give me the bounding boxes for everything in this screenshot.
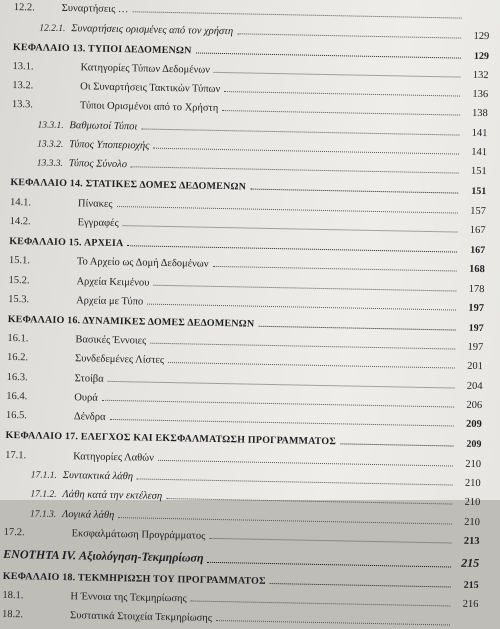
toc-entry-title: Κατηγορίες Λαθών [53,450,154,463]
toc-page-number: 151 [460,186,486,197]
toc-entry-title: Συναρτήσεις ορισμένες από τον χρήστη [71,23,233,37]
toc-entry-number: 16.2. [7,352,55,364]
toc-page-number: 132 [462,70,488,81]
toc-entry-title: Η Έννοια της Τεκμηρίωσης [50,591,186,605]
toc-page-number: 216 [452,599,478,610]
toc-entry-title: Συναρτήσεις … [62,3,129,15]
toc-page-number: 209 [455,439,481,450]
toc-entry-title: ΚΕΦΑΛΑΙΟ 15. ΑΡΧΕΙΑ [9,236,123,249]
toc-page-number: 215 [453,579,479,590]
toc-entry-title: ΚΕΦΑΛΑΙΟ 17. ΕΛΕΓΧΟΣ ΚΑΙ ΕΚΣΦΑΛΜΑΤΩΣΗ ΠΡΟΓΡΑΜΜΑΤΟΣ [5,430,336,447]
toc-page-number: 168 [459,264,485,275]
toc-entry-title: Συστατικά Στοιχεία Τεκμηρίωσης [50,610,212,624]
table-of-contents [2,0,490,629]
toc-page-number: 210 [455,477,481,488]
toc-entry-title: Βασικές Έννοιες [55,334,146,347]
toc-entry-number: 12.2. [14,2,62,14]
toc-entry-number: 16.3. [7,372,55,384]
toc-entry-number: 13.3.1. [11,120,69,131]
toc-entry-number: 16.5. [6,410,54,422]
toc-page-number: 215 [453,555,479,570]
toc-entry-title: ΕΝΟΤΗΤΑ IV. Αξιολόγηση-Τεκμηρίωση [3,547,204,566]
dot-leader [340,444,453,447]
toc-page-number: 167 [459,225,485,236]
toc-entry-title: Λογικά λάθη [62,509,114,521]
toc-entry-number: 17.1. [5,450,53,462]
toc-entry-title: Συνδεδεμένες Λίστες [55,353,164,366]
toc-page-number: 151 [461,166,487,177]
toc-entry-title: Αρχεία Κειμένου [56,275,149,288]
toc-page-number: 206 [456,400,482,411]
dot-leader [216,620,450,625]
toc-entry-title: Βαθμωτοί Τύποι [69,120,137,132]
toc-entry-title: Αρχεία με Τύπο [56,295,143,308]
toc-page-number: 138 [462,108,488,119]
toc-entry-title: Τύποι Ορισμένοι από το Χρήστη [60,100,219,114]
toc-entry-number: 14.1. [10,197,58,209]
toc-entry-title: Δένδρα [54,411,106,423]
toc-entry-number: 13.3.2. [11,139,69,150]
toc-entry-title: ΚΕΦΑΛΑΙΟ 13. ΤΥΠΟΙ ΔΕΔΟΜΕΝΩΝ [13,42,192,56]
toc-entry-number: 17.1.1. [5,470,63,481]
toc-page-number: 167 [459,245,485,256]
toc-entry-title: Εγγραφές [58,217,119,229]
toc-page-number: 129 [463,30,489,41]
toc-entry-title: Το Αρχείο ως Δομή Δεδομένων [57,256,209,270]
toc-page-number: 210 [455,458,481,469]
toc-page-number: 210 [454,516,480,527]
toc-page-number: 141 [461,147,487,158]
toc-entry-number: 15.1. [9,255,57,267]
toc-entry-title: Ουρά [54,392,98,404]
toc-page-number: 136 [462,89,488,100]
toc-entry-title: Συντακτικά λάθη [63,470,134,482]
toc-entry-title: Πίνακες [58,198,113,210]
toc-page-number: 197 [457,342,483,353]
toc-entry-number: 13.2. [12,80,60,92]
toc-page-number: 209 [456,419,482,430]
toc-entry-number: 17.2. [4,527,52,539]
toc-entry-title: Κατηγορίες Τύπων Δεδομένων [60,62,210,76]
toc-entry-title: Οι Συναρτήσεις Τακτικών Τύπων [60,81,220,95]
toc-page-number: 178 [458,283,484,294]
toc-page-number: 213 [453,535,479,546]
toc-entry-number: 16.4. [6,391,54,403]
toc-page-number: 157 [460,205,486,216]
toc-entry-title: ΚΕΦΑΛΑΙΟ 14. ΣΤΑΤΙΚΕΣ ΔΟΜΕΣ ΔΕΔΟΜΕΝΩΝ [10,177,246,193]
toc-entry-title: ΚΕΦΑΛΑΙΟ 18. ΤΕΚΜΗΡΙΩΣΗ ΤΟΥ ΠΡΟΓΡΑΜΜΑΤΟΣ [3,571,266,587]
toc-entry-number: 13.3. [12,99,60,111]
toc-entry-number: 15.3. [8,294,56,306]
toc-page-number: 210 [454,497,480,508]
toc-page-number: 201 [457,361,483,372]
toc-entry-number: 13.1. [13,61,61,73]
toc-entry-number: 14.2. [10,216,58,228]
toc-entry-number: 18.2. [2,609,50,621]
toc-page-number: 129 [463,50,489,61]
toc-entry-number: 18.1. [2,590,50,602]
toc-entry-number: 16.1. [7,333,55,345]
toc-entry-title: Τύπος Υποπεριοχής [69,139,150,152]
toc-page-number: 197 [458,302,484,313]
toc-entry-number: 17.1.3. [4,508,62,519]
toc-entry-number: 12.2.1. [13,23,71,34]
toc-page-number: 141 [461,127,487,138]
toc-entry-title: Τύπος Σύνολο [69,158,127,170]
toc-entry-title: Λάθη κατά την εκτέλεση [62,489,162,502]
toc-entry-title: Στοίβα [55,373,104,385]
toc-entry-title: ΚΕΦΑΛΑΙΟ 16. ΔΥΝΑΜΙΚΕΣ ΔΟΜΕΣ ΔΕΔΟΜΕΝΩΝ [8,314,255,330]
toc-page-number: 204 [456,380,482,391]
toc-entry-number: 15.2. [8,275,56,287]
toc-entry-title: Εκσφαλμάτωση Προγράμματος [52,528,206,542]
toc-entry-number: 17.1.2. [4,489,62,500]
toc-entry-number: 13.3.3. [11,158,69,169]
toc-page-number: 197 [458,322,484,333]
